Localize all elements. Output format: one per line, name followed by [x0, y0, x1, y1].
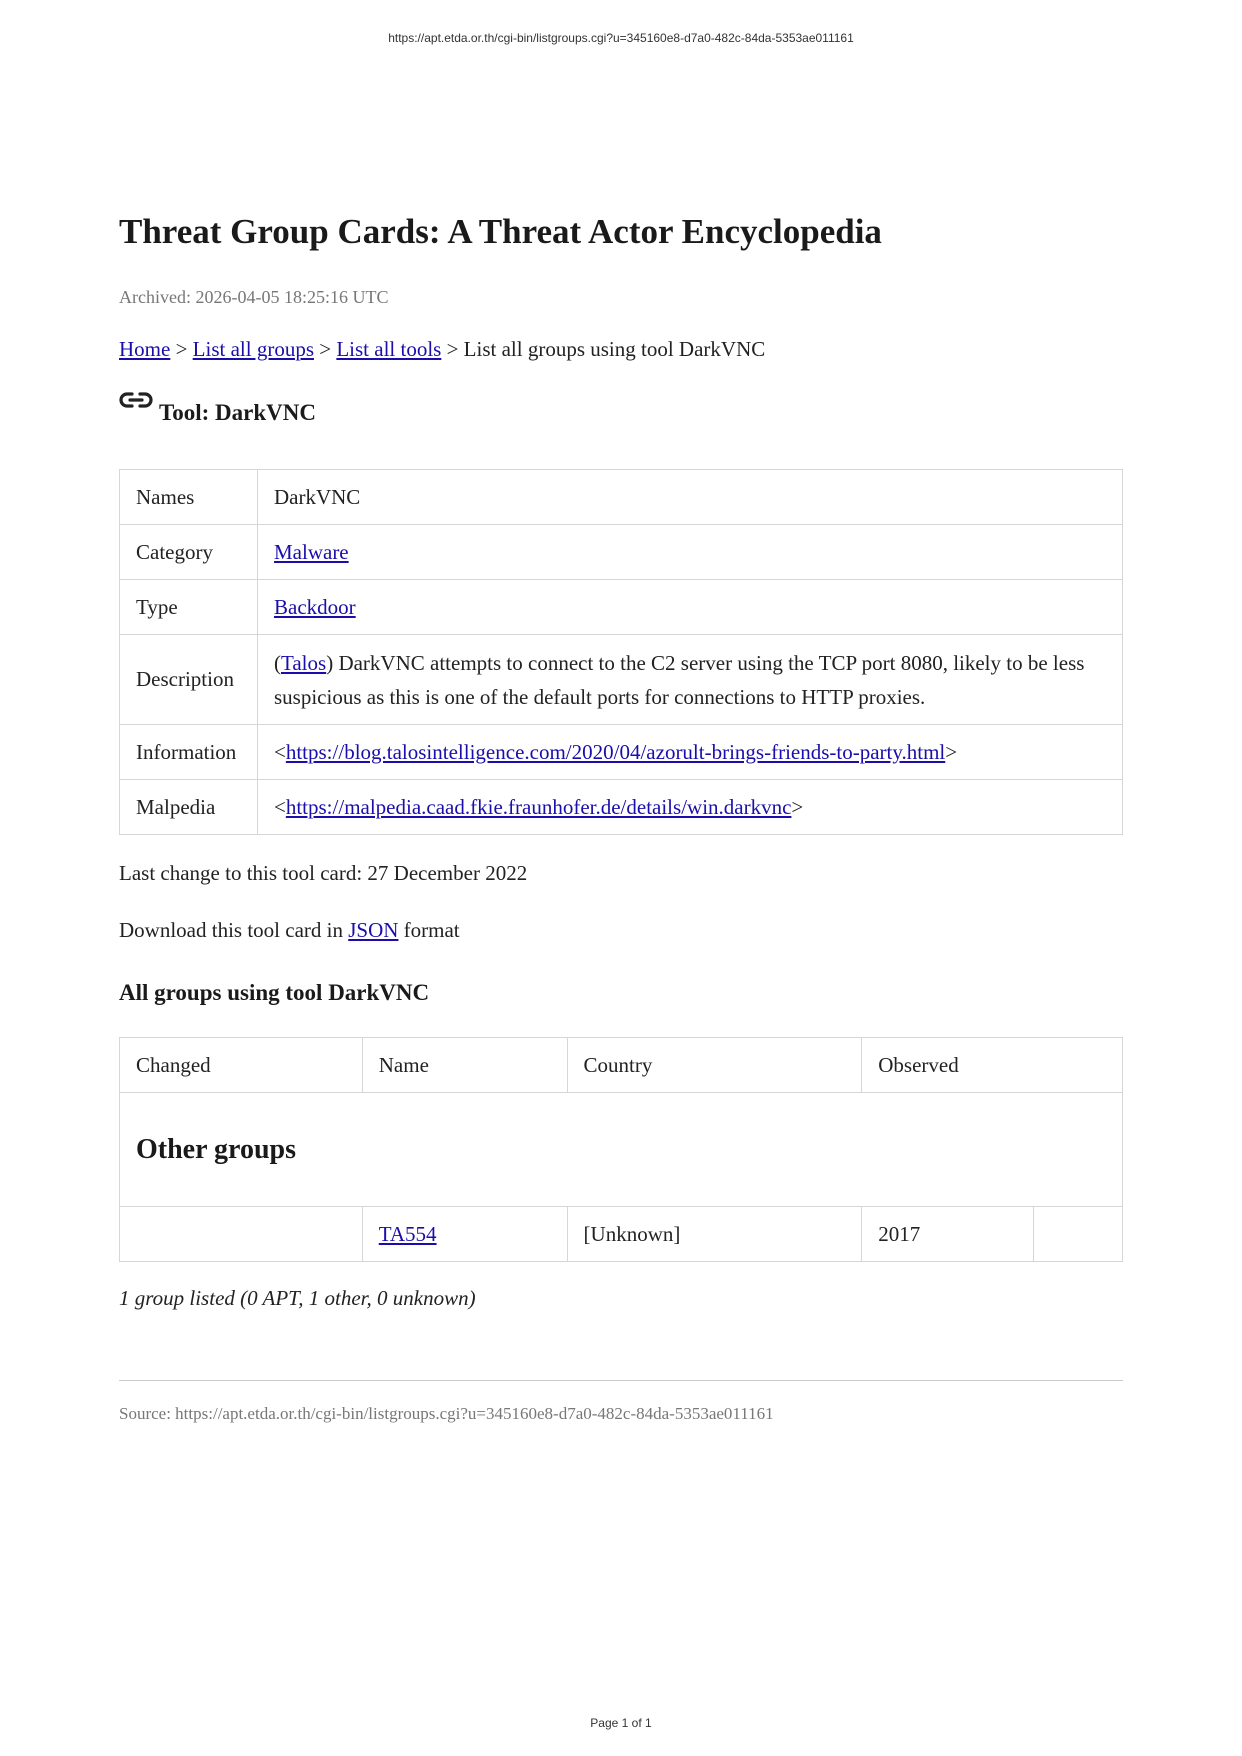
breadcrumb-list-tools-link[interactable]: List all tools	[336, 337, 442, 361]
angle-open: <	[274, 740, 286, 764]
groups-summary: 1 group listed (0 APT, 1 other, 0 unknown)	[119, 1286, 476, 1310]
groups-heading: All groups using tool DarkVNC	[119, 980, 430, 1005]
group-country-cell: [Unknown]	[567, 1207, 862, 1262]
angle-close: >	[945, 740, 958, 764]
tool-row-label: Information	[120, 725, 258, 780]
tool-description-cell	[258, 635, 1123, 725]
tool-names-value: DarkVNC	[258, 470, 1123, 525]
tool-row-type	[120, 580, 1123, 635]
json-download-link[interactable]: JSON	[348, 918, 399, 942]
tool-heading	[119, 400, 316, 426]
tool-info-table	[119, 469, 1123, 835]
category-malware-link[interactable]: Malware	[274, 540, 349, 564]
angle-open: <	[274, 795, 286, 819]
description-text: ) DarkVNC attempts to connect to the C2 server using the TCP port 8080, likely to be less suspicious as this is one of the default ports for connections to HTTP proxies.	[274, 650, 1085, 709]
tool-information-cell	[258, 725, 1123, 780]
description-source-link[interactable]: Talos	[281, 650, 327, 675]
information-link[interactable]: https://blog.talosintelligence.com/2020/04/azorult-brings-friends-to-party.html	[285, 740, 946, 764]
group-name-cell	[362, 1207, 567, 1262]
source-url: Source: https://apt.etda.or.th/cgi-bin/listgroups.cgi?u=345160e8-d7a0-482c-84da-5353ae011161	[119, 1404, 774, 1423]
groups-header-row	[120, 1038, 1123, 1093]
tool-row-malpedia	[120, 780, 1123, 835]
group-changed-cell	[120, 1207, 363, 1262]
tool-type-cell	[258, 580, 1123, 635]
type-backdoor-link[interactable]: Backdoor	[274, 595, 356, 619]
download-suffix: format	[398, 918, 460, 942]
description-open-paren: (	[274, 650, 281, 675]
groups-section-row	[120, 1093, 1123, 1207]
tool-row-label: Malpedia	[120, 780, 258, 835]
download-line	[119, 918, 460, 943]
page-title: Threat Group Cards: A Threat Actor Encyclopedia	[119, 212, 882, 251]
breadcrumb-separator: >	[170, 337, 193, 361]
footer-divider	[119, 1380, 1123, 1381]
column-header-changed: Changed	[120, 1038, 363, 1093]
malpedia-link[interactable]: https://malpedia.caad.fkie.fraunhofer.de/details/win.darkvnc	[285, 795, 792, 819]
breadcrumb-list-groups-link[interactable]: List all groups	[192, 337, 314, 361]
print-header-url: https://apt.etda.or.th/cgi-bin/listgroups.cgi?u=345160e8-d7a0-482c-84da-5353ae011161	[388, 31, 854, 45]
last-change-text: Last change to this tool card: 27 December 2022	[119, 861, 528, 885]
tool-row-label: Type	[120, 580, 258, 635]
link-icon	[119, 390, 153, 412]
tool-row-information	[120, 725, 1123, 780]
groups-table	[119, 1037, 1123, 1262]
breadcrumb	[119, 337, 765, 362]
tool-row-label: Category	[120, 525, 258, 580]
table-row	[120, 1207, 1123, 1262]
tool-row-names	[120, 470, 1123, 525]
group-observed-cell: 2017	[862, 1207, 1034, 1262]
tool-row-label: Description	[120, 635, 258, 725]
angle-close: >	[791, 795, 804, 819]
archived-timestamp: Archived: 2026-04-05 18:25:16 UTC	[119, 287, 389, 307]
group-ta554-link[interactable]: TA554	[378, 1221, 437, 1246]
section-title-other-groups: Other groups	[120, 1093, 1123, 1207]
column-header-country: Country	[567, 1038, 862, 1093]
tool-malpedia-cell	[258, 780, 1123, 835]
tool-row-category	[120, 525, 1123, 580]
page-number: Page 1 of 1	[590, 1716, 652, 1730]
column-header-name: Name	[362, 1038, 567, 1093]
breadcrumb-current: > List all groups using tool DarkVNC	[441, 337, 766, 361]
breadcrumb-home-link[interactable]: Home	[119, 337, 171, 361]
column-header-observed: Observed	[862, 1038, 1123, 1093]
tool-row-label: Names	[120, 470, 258, 525]
breadcrumb-separator: >	[314, 337, 337, 361]
tool-heading-text: Tool: DarkVNC	[159, 400, 316, 425]
download-prefix: Download this tool card in	[119, 918, 349, 942]
group-extra-cell	[1034, 1207, 1123, 1262]
tool-row-description	[120, 635, 1123, 725]
tool-category-cell	[258, 525, 1123, 580]
